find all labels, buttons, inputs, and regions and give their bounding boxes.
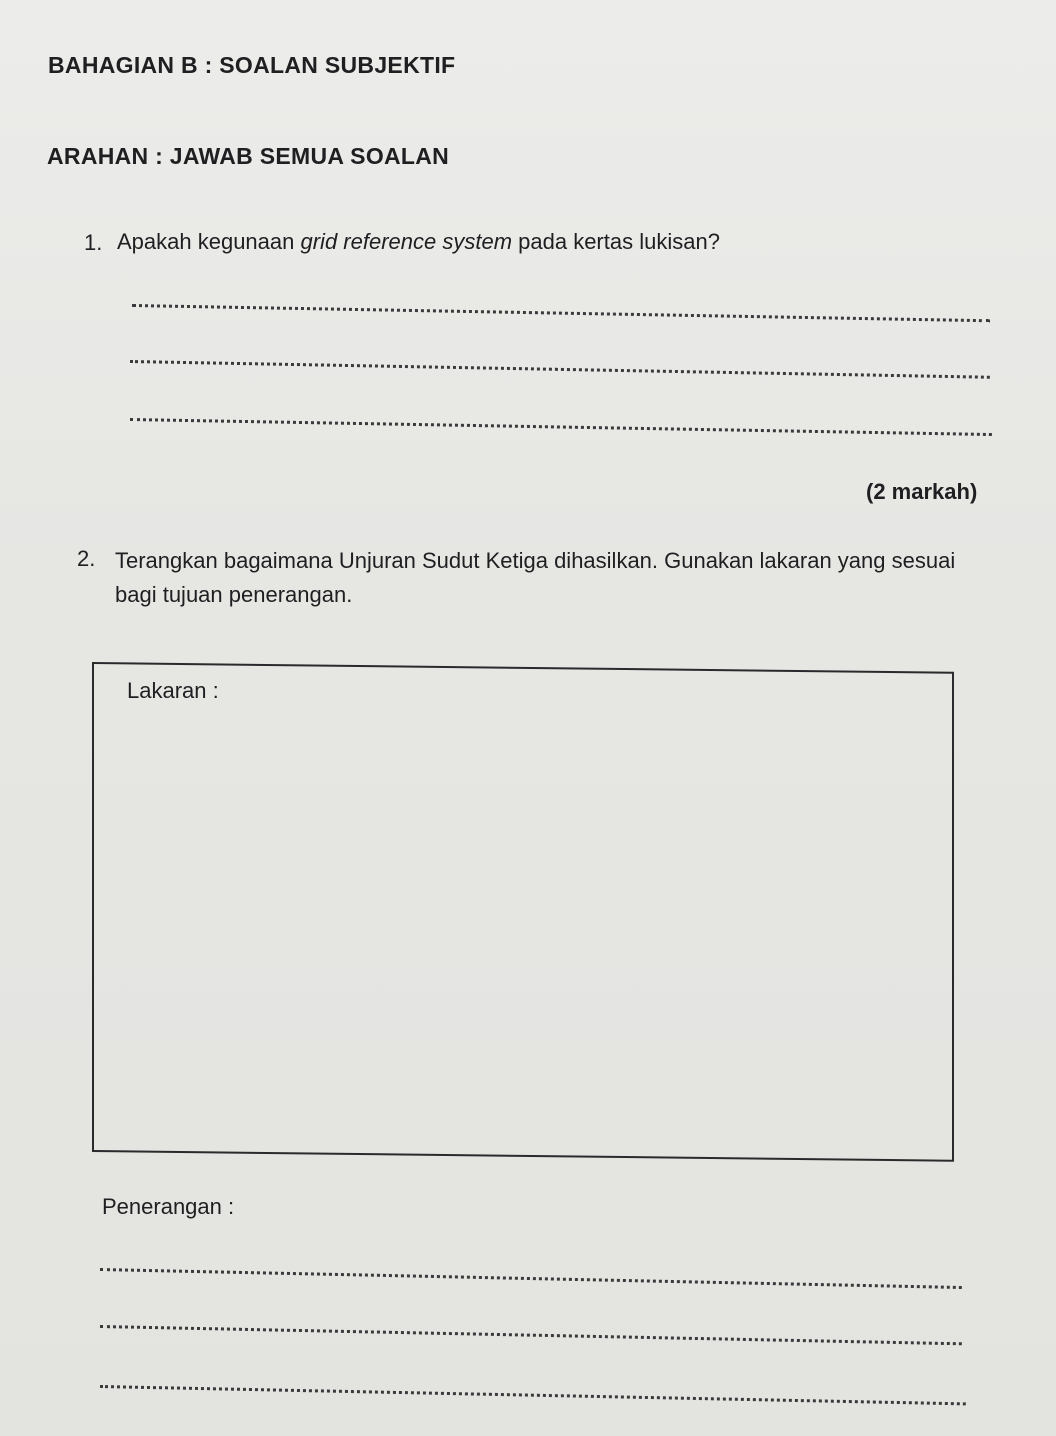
sketch-label: Lakaran :: [127, 678, 219, 703]
question-1-text-italic: grid reference system: [300, 229, 513, 254]
question-1-number: 1.: [84, 230, 103, 255]
explanation-line-1[interactable]: [100, 1268, 962, 1289]
answer-line-2[interactable]: [130, 360, 990, 379]
question-1-text: [117, 229, 720, 255]
explanation-line-2[interactable]: [100, 1325, 962, 1345]
question-2-number: 2.: [77, 546, 96, 571]
question-1-text-before: Apakah kegunaan: [117, 229, 301, 254]
explanation-line-3[interactable]: [100, 1385, 966, 1405]
instructions: ARAHAN : JAWAB SEMUA SOALAN: [47, 143, 450, 169]
answer-line-3[interactable]: [130, 418, 992, 436]
question-1-marks: (2 markah): [866, 479, 978, 504]
question-2-text: Terangkan bagaimana Unjuran Sudut Ketiga dihasilkan. Gunakan lakaran yang sesuai bagi tujuan penerangan.: [115, 548, 956, 607]
sketch-box[interactable]: [92, 662, 954, 1162]
answer-line-1[interactable]: [132, 304, 990, 322]
question-1-text-after: pada kertas lukisan?: [512, 229, 720, 254]
section-title: BAHAGIAN B : SOALAN SUBJEKTIF: [48, 52, 456, 78]
explanation-label: Penerangan :: [102, 1194, 235, 1219]
